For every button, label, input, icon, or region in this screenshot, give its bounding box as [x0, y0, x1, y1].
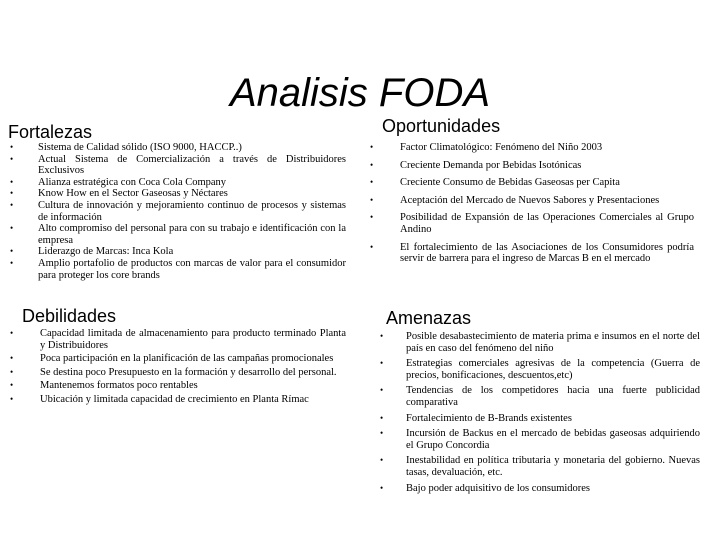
bullet-icon: • [380, 482, 384, 493]
bullet-icon: • [10, 328, 14, 338]
bullet-icon: • [10, 257, 14, 268]
amenazas-item [380, 331, 700, 354]
slide-title: Analisis FODA [229, 71, 491, 115]
oportunidades-item-text: Posibilidad de Expansión de las Operaciones Comerciales al Grupo Andino [400, 212, 694, 235]
amenazas-item [380, 358, 700, 381]
oportunidades-item [370, 212, 694, 235]
debilidades-item [10, 353, 346, 365]
bullet-icon: • [370, 212, 374, 223]
bullet-icon: • [10, 176, 14, 187]
oportunidades-item [370, 142, 694, 154]
bullet-icon: • [10, 188, 14, 199]
fortalezas-item [10, 142, 346, 154]
fortalezas-heading: Fortalezas [8, 122, 93, 142]
bullet-icon: • [380, 385, 384, 396]
fortalezas-item [10, 258, 346, 281]
bullet-icon: • [370, 241, 374, 252]
fortalezas-item-text: Amplio portafolio de productos con marcas de valor para el consumidor para proteger los core brands [38, 257, 346, 281]
fortalezas-item-text: Sistema de Calidad sólido (ISO 9000, HACCP..) [38, 142, 242, 153]
fortalezas-item [10, 188, 346, 200]
debilidades-item [10, 328, 346, 351]
bullet-icon: • [370, 194, 374, 205]
amenazas-list [380, 331, 700, 498]
bullet-icon: • [10, 393, 14, 404]
debilidades-item-text: Ubicación y limitada capacidad de crecimiento en Planta Rímac [40, 393, 309, 405]
oportunidades-item [370, 195, 694, 207]
amenazas-item [380, 455, 700, 478]
debilidades-list [10, 328, 346, 408]
bullet-icon: • [380, 428, 384, 439]
bullet-icon: • [370, 159, 374, 170]
fortalezas-item-text: Alto compromiso del personal para con su trabajo e identificación con la empresa [38, 223, 346, 246]
bullet-icon: • [370, 142, 374, 152]
debilidades-item-text: Mantenemos formatos poco rentables [40, 380, 198, 392]
bullet-icon: • [370, 177, 374, 188]
oportunidades-item-text: Creciente Demanda por Bebidas Isotónicas [400, 159, 582, 171]
bullet-icon: • [10, 353, 14, 364]
fortalezas-item [10, 177, 346, 189]
amenazas-item-text: Bajo poder adquisitivo de los consumidores [406, 482, 591, 494]
bullet-icon: • [380, 358, 384, 369]
bullet-icon: • [10, 366, 14, 377]
fortalezas-item-text: Alianza estratégica con Coca Cola Company [38, 176, 227, 188]
debilidades-item-text: Poca participación en la planificación de las campañas promocionales [40, 353, 334, 365]
bullet-icon: • [10, 223, 14, 234]
debilidades-item-text: Capacidad limitada de almacenamiento para producto terminado Planta y Distribuidores [40, 328, 346, 351]
bullet-icon: • [10, 142, 14, 152]
fortalezas-item [10, 246, 346, 258]
amenazas-heading: Amenazas [386, 308, 472, 328]
fortalezas-item [10, 200, 346, 223]
fortalezas-item-text: Actual Sistema de Comercialización a través de Distribuidores Exclusivos [38, 153, 346, 177]
debilidades-item [10, 367, 346, 379]
amenazas-item-text: Tendencias de los competidores hacia una fuerte publicidad comparativa [406, 385, 700, 408]
amenazas-item [380, 413, 700, 425]
oportunidades-item-text: Factor Climatológico: Fenómeno del Niño 2003 [400, 142, 603, 153]
amenazas-item [380, 483, 700, 495]
fortalezas-list [10, 142, 346, 281]
bullet-icon: • [380, 331, 384, 341]
oportunidades-item-text: El fortalecimiento de las Asociaciones de los Consumidores podría servir de barrera para el ingreso de Marcas B en el mercado [400, 241, 694, 265]
debilidades-item-text: Se destina poco Presupuesto en la formación y desarrollo del personal. [40, 366, 337, 378]
bullet-icon: • [10, 246, 14, 257]
bullet-icon: • [10, 153, 14, 164]
amenazas-item-text: Fortalecimiento de B-Brands existentes [406, 412, 572, 424]
oportunidades-item-text: Aceptación del Mercado de Nuevos Sabores y Presentaciones [400, 194, 660, 206]
amenazas-item-text: Estrategias comerciales agresivas de la competencia (Guerra de precios, bonificaciones, descuentos,etc) [406, 358, 700, 381]
debilidades-item [10, 380, 346, 392]
amenazas-item-text: Posible desabastecimiento de materia prima e insumos en el norte del país en caso del fenómeno del niño [406, 331, 700, 354]
debilidades-item [10, 394, 346, 406]
amenazas-item-text: Incursión de Backus en el mercado de bebidas gaseosas adquiriendo el Grupo Concordia [406, 428, 700, 451]
fortalezas-item-text: Know How en el Sector Gaseosas y Néctares [38, 188, 228, 200]
oportunidades-item [370, 177, 694, 189]
amenazas-item-text: Inestabilidad en política tributaria y monetaria del gobierno. Nuevas tasas, devaluación, etc. [406, 455, 700, 478]
amenazas-item [380, 428, 700, 451]
fortalezas-item [10, 154, 346, 177]
oportunidades-item [370, 160, 694, 172]
oportunidades-item-text: Creciente Consumo de Bebidas Gaseosas per Capita [400, 177, 620, 189]
bullet-icon: • [10, 199, 14, 210]
bullet-icon: • [380, 455, 384, 466]
oportunidades-item [370, 242, 694, 265]
fortalezas-item-text: Cultura de innovación y mejoramiento continuo de procesos y sistemas de información [38, 199, 346, 223]
fortalezas-item-text: Liderazgo de Marcas: Inca Kola [38, 246, 174, 258]
oportunidades-heading: Oportunidades [382, 116, 501, 136]
fortalezas-item [10, 223, 346, 246]
oportunidades-list [370, 142, 694, 271]
debilidades-heading: Debilidades [22, 306, 117, 326]
amenazas-item [380, 385, 700, 408]
bullet-icon: • [380, 412, 384, 423]
bullet-icon: • [10, 380, 14, 391]
